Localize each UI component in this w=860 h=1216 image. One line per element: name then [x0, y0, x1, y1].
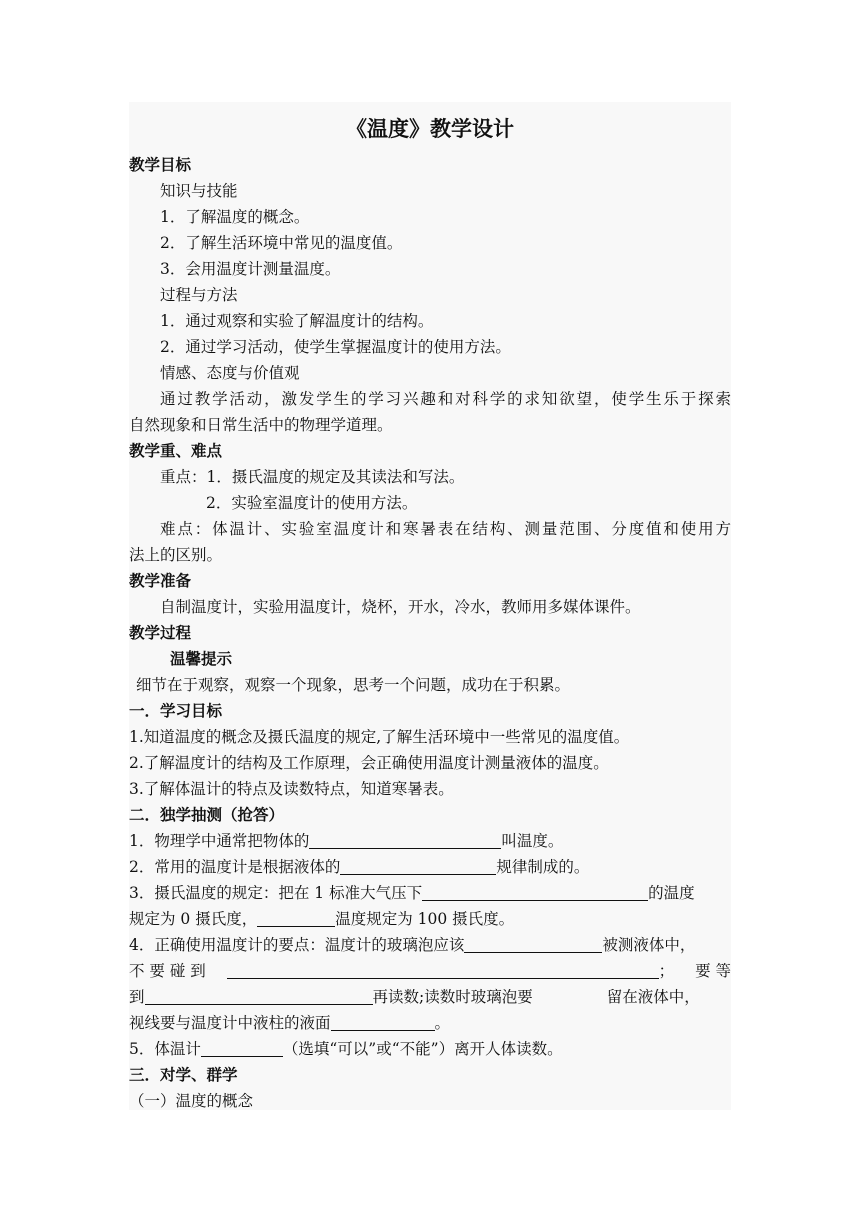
answer-blank-5[interactable]	[201, 1038, 283, 1057]
question-4-suffix: 被测液体中，	[602, 936, 696, 954]
difficult-point-line1: 难点：体温计、实验室温度计和寒暑表在结构、测量范围、分度值和使用方	[160, 520, 731, 538]
question-4-line4-suffix: 。	[434, 1014, 451, 1032]
process-item: 1．通过观察和实验了解温度计的结构。	[160, 312, 434, 330]
preparation-heading: 教学准备	[129, 572, 192, 590]
question-2-suffix: 规律制成的。	[496, 858, 590, 876]
knowledge-item: 3．会用温度计测量温度。	[160, 260, 341, 278]
answer-blank-2[interactable]	[340, 856, 496, 875]
question-3-line2-suffix: 温度规定为 100 摄氏度。	[335, 910, 515, 928]
question-4-prefix: 4．正确使用温度计的要点：温度计的玻璃泡应该	[129, 936, 465, 954]
answer-blank-3b[interactable]	[257, 908, 335, 927]
section1-heading: 一．学习目标	[129, 702, 223, 720]
question-4	[129, 932, 731, 958]
key-point-2: 2．实验室温度计的使用方法。	[206, 494, 418, 512]
knowledge-item: 2．了解生活环境中常见的温度值。	[160, 234, 403, 252]
question-4-line4	[129, 1010, 731, 1036]
question-4-line3-middle: 再读数;读数时玻璃泡要	[372, 988, 533, 1006]
difficult-point-line2: 法上的区别。	[129, 546, 223, 564]
question-1	[129, 828, 731, 854]
answer-blank-4a[interactable]	[464, 934, 602, 953]
answer-blank-4b[interactable]	[227, 960, 659, 979]
emotion-text-line1: 通过教学活动，激发学生的学习兴趣和对科学的求知欲望，使学生乐于探索	[160, 390, 731, 408]
section3-sub1: （一）温度的概念	[129, 1092, 254, 1110]
question-1-prefix: 1．物理学中通常把物体的	[129, 832, 310, 850]
answer-blank-3a[interactable]	[422, 882, 648, 901]
tip-heading: 温馨提示	[170, 650, 233, 668]
question-5	[129, 1036, 731, 1062]
question-4-line2-sep: ；	[658, 962, 675, 980]
question-2-prefix: 2．常用的温度计是根据液体的	[129, 858, 341, 876]
question-4-line2-prefix: 不 要 碰 到	[129, 962, 206, 980]
tip-text: 细节在于观察，观察一个现象，思考一个问题，成功在于积累。	[136, 676, 571, 694]
question-5-prefix: 5．体温计	[129, 1040, 201, 1058]
preparation-text: 自制温度计，实验用温度计，烧杯，开水，冷水，教师用多媒体课件。	[160, 598, 641, 616]
emotion-heading: 情感、态度与价值观	[160, 364, 300, 382]
document-title: 《温度》教学设计	[346, 117, 514, 141]
knowledge-heading: 知识与技能	[160, 182, 238, 200]
answer-blank-4e[interactable]	[331, 1012, 435, 1031]
question-4-line3	[129, 984, 731, 1010]
question-2	[129, 854, 731, 880]
section1-item: 3.了解体温计的特点及读数特点，知道寒暑表。	[129, 780, 454, 798]
key-points-heading: 教学重、难点	[129, 442, 223, 460]
section3-heading: 三．对学、群学	[129, 1066, 238, 1084]
question-4-line4-prefix: 视线要与温度计中液柱的液面	[129, 1014, 331, 1032]
question-3-suffix: 的温度	[648, 884, 695, 902]
objectives-heading: 教学目标	[129, 156, 192, 174]
document-page	[129, 102, 731, 1110]
process-item: 2．通过学习活动，使学生掌握温度计的使用方法。	[160, 338, 511, 356]
question-5-suffix: （选填“可以”或“不能”）离开人体读数。	[282, 1040, 563, 1058]
question-3-line2-prefix: 规定为 0 摄氏度，	[129, 910, 258, 928]
section1-item: 1.知道温度的概念及摄氏温度的规定,了解生活环境中一些常见的温度值。	[129, 728, 630, 746]
section1-item: 2.了解温度计的结构及工作原理，会正确使用温度计测量液体的温度。	[129, 754, 609, 772]
emotion-text-line2: 自然现象和日常生活中的物理学道理。	[129, 416, 393, 434]
process-section-heading: 教学过程	[129, 624, 192, 642]
question-4-line3-suffix: 留在液体中，	[606, 988, 700, 1006]
knowledge-item: 1．了解温度的概念。	[160, 208, 310, 226]
answer-blank-4c[interactable]	[145, 986, 373, 1005]
question-4-line2	[129, 958, 731, 984]
question-1-suffix: 叫温度。	[501, 832, 564, 850]
process-heading: 过程与方法	[160, 286, 238, 304]
answer-blank-1[interactable]	[309, 830, 501, 849]
question-3	[129, 880, 731, 906]
question-4-line2-suffix: 要 等	[695, 962, 731, 980]
question-3-prefix: 3．摄氏温度的规定：把在 1 标准大气压下	[129, 884, 423, 902]
question-3-line2	[129, 906, 731, 932]
key-point-1: 重点：1．摄氏温度的规定及其读法和写法。	[160, 468, 465, 486]
section2-heading: 二．独学抽测（抢答）	[129, 806, 285, 824]
question-4-line3-prefix: 到	[129, 988, 145, 1006]
